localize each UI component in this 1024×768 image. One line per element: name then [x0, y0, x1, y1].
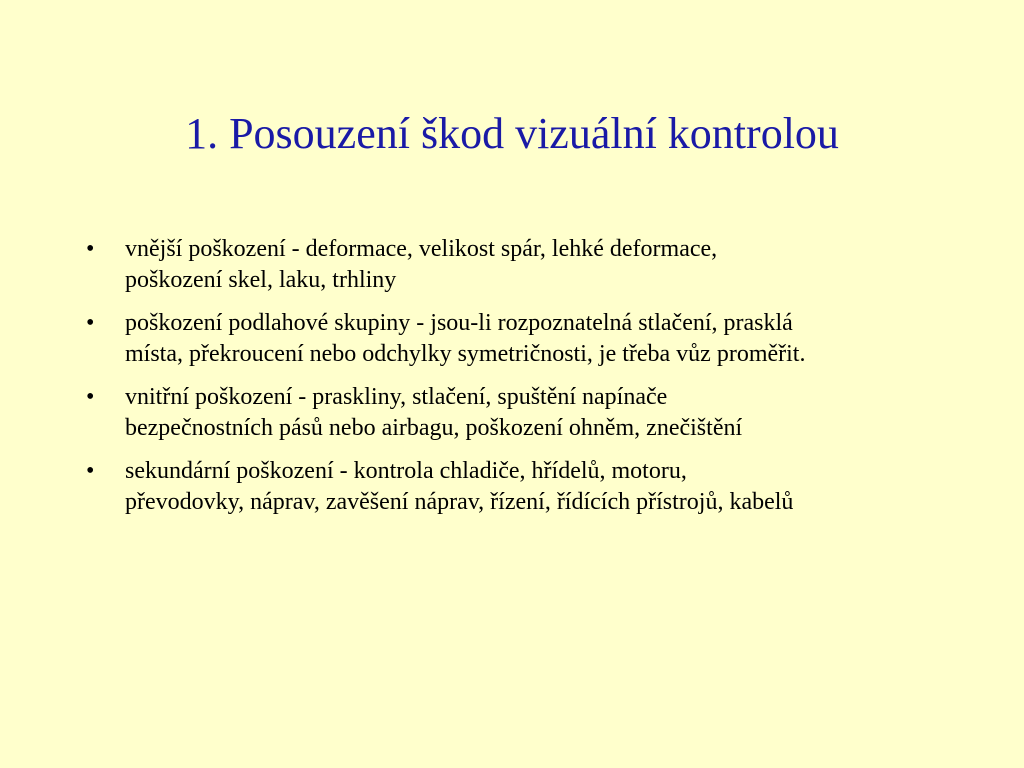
bullet-text-line: poškození podlahové skupiny - jsou-li rozpoznatelná stlačení, prasklá	[125, 310, 793, 336]
bullet-icon: •	[86, 236, 95, 262]
bullet-list	[86, 234, 946, 530]
bullet-item	[86, 308, 946, 370]
bullet-text-line: poškození skel, laku, trhliny	[125, 267, 397, 293]
bullet-text-line: vnější poškození - deformace, velikost spár, lehké deformace,	[125, 236, 718, 262]
bullet-item	[86, 456, 946, 518]
bullet-text	[125, 456, 946, 518]
bullet-item	[86, 234, 946, 296]
slide-title: 1. Posouzení škod vizuální kontrolou	[185, 109, 839, 158]
bullet-text-line: převodovky, náprav, zavěšení náprav, řízení, řídících přístrojů, kabelů	[125, 489, 794, 515]
bullet-text-line: bezpečnostních pásů nebo airbagu, poškození ohněm, znečištění	[125, 415, 743, 441]
bullet-icon: •	[86, 310, 95, 336]
bullet-text	[125, 234, 946, 296]
bullet-item	[86, 382, 946, 444]
bullet-text-line: místa, překroucení nebo odchylky symetričnosti, je třeba vůz proměřit.	[125, 341, 806, 367]
bullet-text-line: sekundární poškození - kontrola chladiče, hřídelů, motoru,	[125, 458, 687, 484]
bullet-icon: •	[86, 384, 95, 410]
bullet-text-line: vnitřní poškození - praskliny, stlačení, spuštění napínače	[125, 384, 668, 410]
bullet-text	[125, 382, 946, 444]
bullet-icon: •	[86, 458, 95, 484]
bullet-text	[125, 308, 946, 370]
